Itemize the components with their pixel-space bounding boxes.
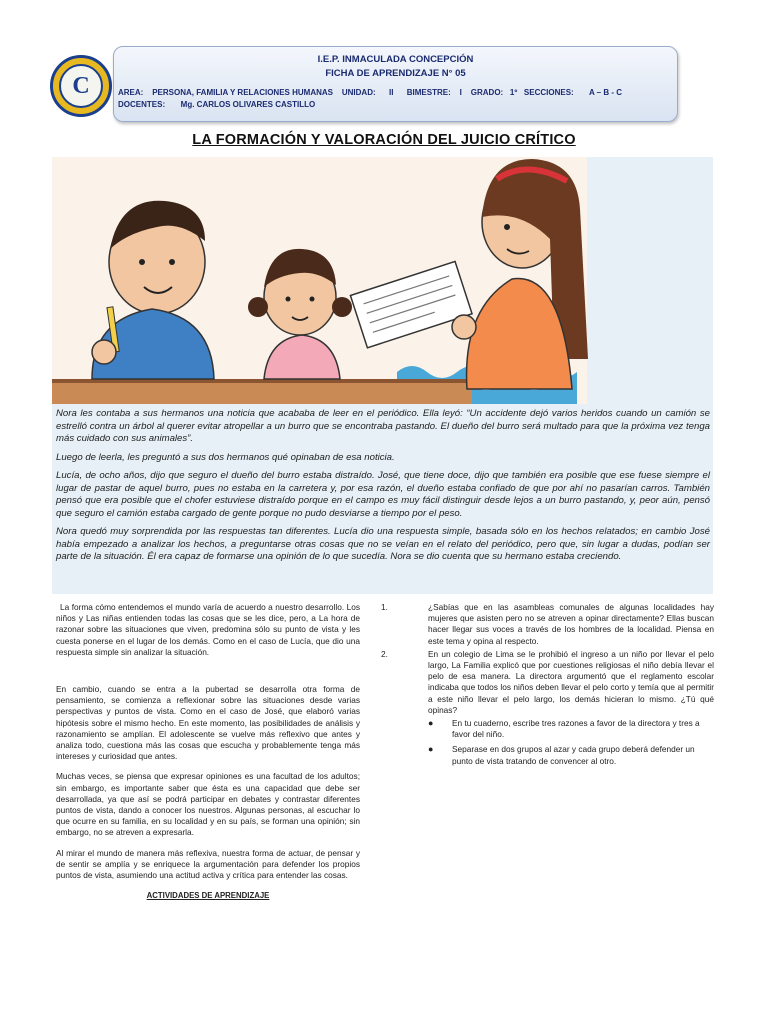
story-paragraph-4: Nora quedó muy sorprendida por las respuestas tan diferentes. Lucía dio una respuesta simple, basada sólo en los hechos relatados; en cambio José había empezado a analizar los hechos, a preguntarse otras cosas que no se veían en el relato del periódico, pero que, sin lugar a dudas, podían ser parte de la situación. Él era capaz de formarse una opinión de lo que sucedía. Nora se dio cuenta que su hermano estaba creciendo. — [56, 526, 710, 562]
story-paragraph-3: Lucía, de ocho años, dijo que seguro el dueño del burro estaba distraído. José, que tiene doce, dijo que también era posible que ese fuese siempre el lugar de pastar de aquel burro, pues no estaba en la carretera y, por esa razón, el dueño estaba confiado de que por ahí no pasarían carros. También pensó que era posible que el chofer estuviese distraído porque en el campo es muy fácil distinguir desde lejos a un burro pastando, y, peor aún, pensó que seguro el camión estaba cargado de gente porque no pudo desviarse a tiempo por el peso. — [56, 470, 710, 519]
task-text: En tu cuaderno, escribe tres razones a favor de la directora y tres a favor del niño. — [452, 718, 700, 740]
story-paragraph-2: Luego de leerla, les preguntó a sus dos hermanos qué opinaban de esa noticia. — [56, 451, 395, 463]
header-box — [113, 46, 678, 122]
task-item — [428, 718, 714, 740]
family-illustration-drawing — [52, 157, 713, 404]
question-number: 1. — [381, 602, 388, 612]
bullet-icon: ● — [428, 718, 434, 729]
explanation-paragraph-4: Al mirar el mundo de manera más reflexiva, nuestra forma de actuar, de pensar y de sentir se amplía y se enriquece la argumentación para defender los propios puntos de vista, asumiendo una actitud activa y crítica para entender las cosas. — [56, 847, 360, 881]
ficha-title: FICHA DE APRENDIZAJE N° 05 — [325, 68, 466, 79]
explanation-paragraph-3: Muchas veces, se piensa que expresar opiniones es una facultad de los adultos; sin embargo, es importante saber que ésta es una capacidad que debe ser desarrollada, ya que así se podrá participar en debates y contrastar diferentes puntos de vista, dando a conocer los nuestros. Algunas personas, al escuchar lo que ocurre en su familia, en su localidad y en su país, se forman una opinión; sin embargo, no se atreven a expresarla. — [56, 771, 360, 838]
bullet-icon: ● — [428, 744, 434, 755]
questions-column — [378, 602, 714, 771]
school-logo — [50, 55, 112, 117]
family-illustration — [52, 157, 713, 404]
question-number: 2. — [381, 648, 388, 659]
story-panel — [52, 404, 713, 594]
course-info-row: AREA: PERSONA, FAMILIA Y RELACIONES HUMANAS UNIDAD: II BIMESTRE: I GRADO: 1º SECCIONES: A – B - C — [118, 88, 622, 97]
teacher-info-row: DOCENTES: Mg. CARLOS OLIVARES CASTILLO — [118, 100, 316, 109]
task-item — [428, 744, 714, 766]
activities-heading: ACTIVIDADES DE APRENDIZAJE — [146, 891, 270, 901]
explanation-column — [56, 602, 360, 901]
page-title: LA FORMACIÓN Y VALORACIÓN DEL JUICIO CRÍTICO — [192, 132, 576, 148]
question-item — [378, 602, 714, 647]
question-item — [378, 649, 714, 716]
school-name: I.E.P. INMACULADA CONCEPCIÓN — [317, 54, 474, 65]
story-paragraph-1: Nora les contaba a sus hermanos una noticia que acababa de leer en el periódico. Ella leyó: “Un accidente dejó varios heridos cuando un camión se estrelló contra un árbol al querer evitar atropellar a un burro que se encontraba pastando. El dueño del burro será multado para que la próxima vez tenga más cuidado con sus animales”. — [56, 408, 710, 444]
task-text: Separase en dos grupos al azar y cada grupo deberá defender un punto de vista tratando de convencer al otro. — [452, 744, 695, 766]
question-text: ¿Sabías que en las asambleas comunales de algunas localidades hay mujeres que asisten pero no se atreven a opinar directamente? Ellas buscan hacer llegar sus voces a través de los hombres de la localidad. Piensa en este tema y opina al respecto. — [428, 602, 714, 646]
school-logo-emblem: C — [59, 64, 103, 108]
explanation-paragraph-2: En cambio, cuando se entra a la pubertad se desarrolla otra forma de pensamiento, se comienza a reflexionar sobre las situaciones desde varias perspectivas y puntos de vista. Como en el caso de José, que elaboró varias hipótesis sobre el mismo hecho. En este momento, las posibilidades de análisis y razonamiento se amplían. El adolescente se vuelve más reflexivo que antes y analiza todo, cuestiona más las cosas que escucha y probablemente tenga más intereses y curiosidad que antes. — [56, 684, 360, 762]
task-list — [428, 718, 714, 767]
question-text: En un colegio de Lima se le prohibió el ingreso a un niño por llevar el pelo largo, La Familia explicó que por cuestiones religiosas el niño debía llevar el pelo de esa manera. La directora argumentó que el reglamento escolar indicaba que todos los niños deben llevar el pelo corto y temía que al permitir a este niño llevar el pelo largo, los demás hicieran lo mismo. ¿Tú qué opinas? — [428, 648, 714, 715]
explanation-paragraph-1: La forma cómo entendemos el mundo varía de acuerdo a nuestro desarrollo. Los niños y Las niñas entienden todas las cosas que se les dice, pero, a La hora de razonar sobre las situaciones que viven, predomina sólo su punto de vista y les cuesta ponerse en el lugar de los demás. Como en el caso de Lucía, que dio una respuesta simple sin analizar la situación. — [56, 602, 360, 657]
